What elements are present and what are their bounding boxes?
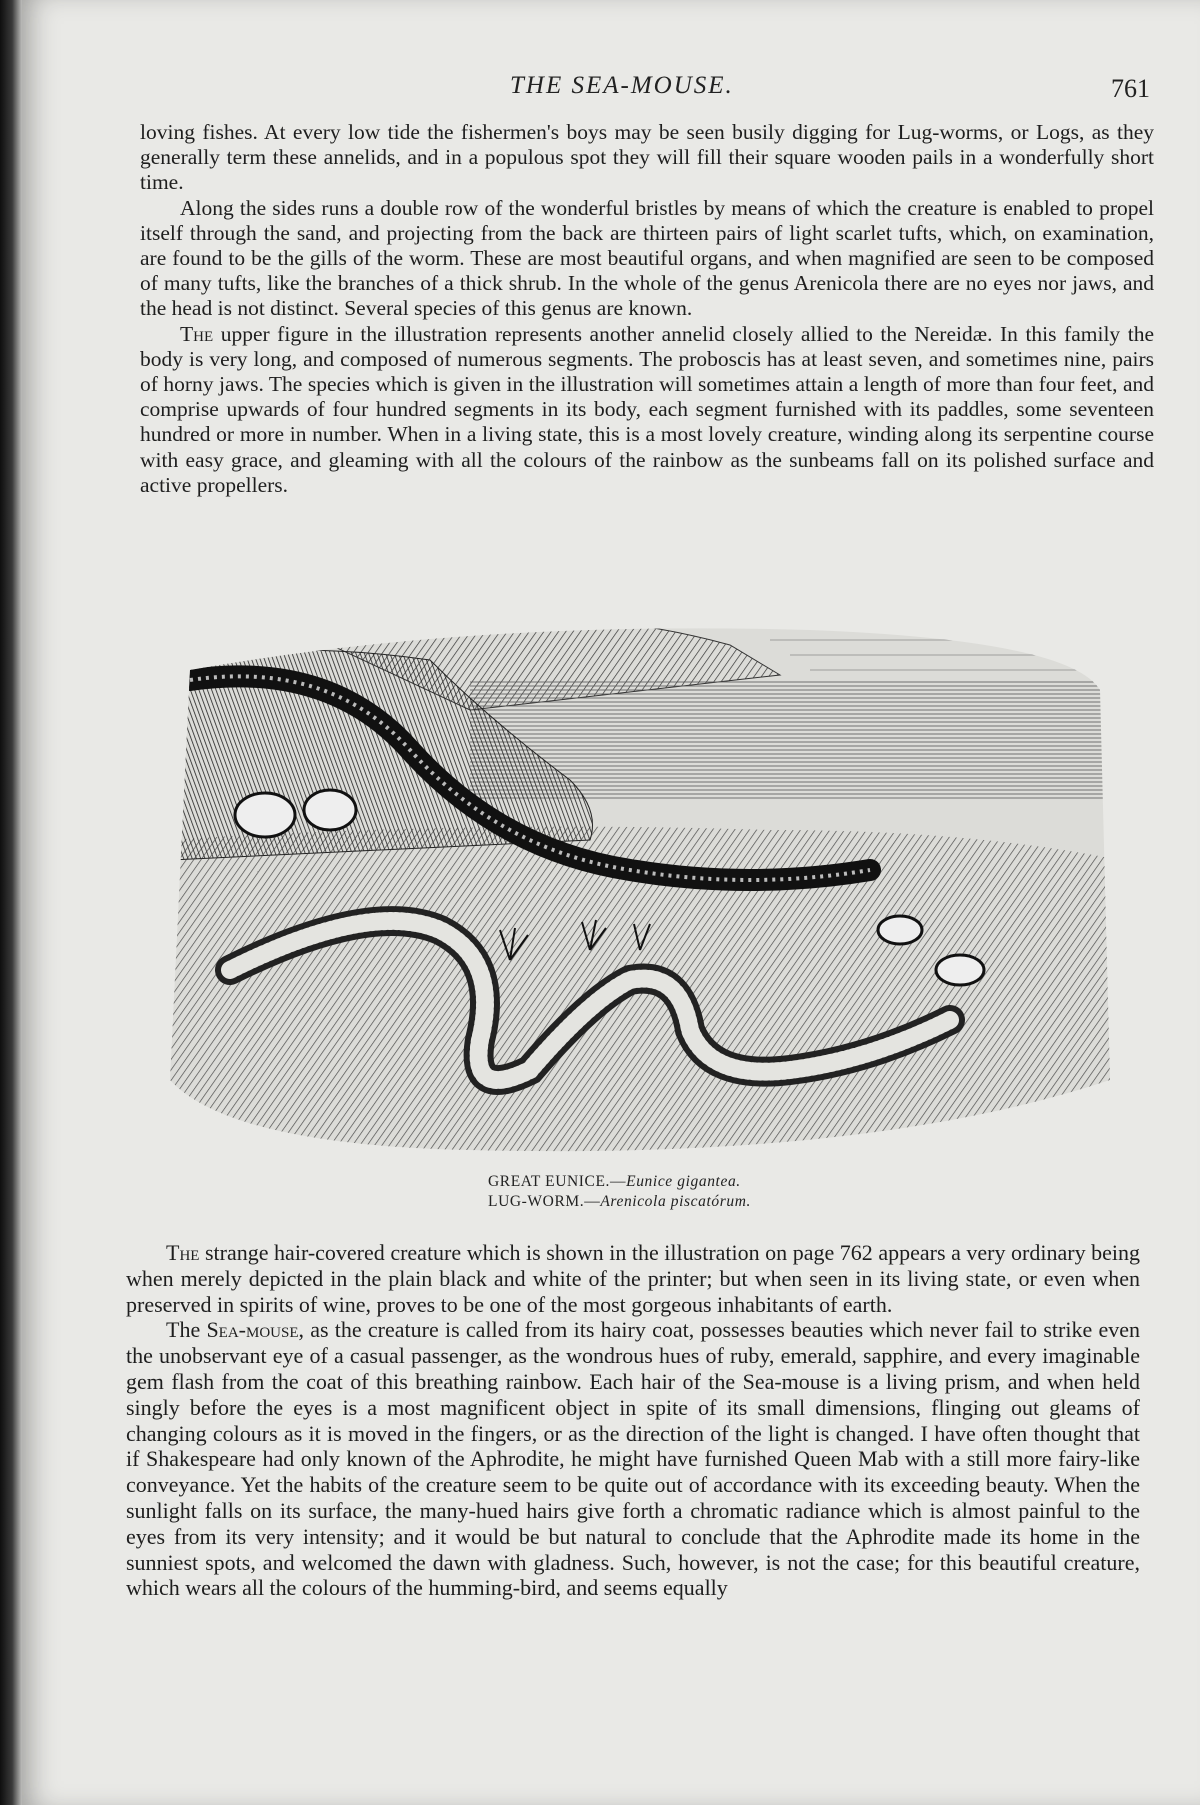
- scene: [170, 600, 1120, 1160]
- running-title: THE SEA-MOUSE.: [510, 72, 734, 99]
- paragraph-nereidae: [140, 322, 1154, 498]
- illustration-caption: [488, 1172, 888, 1212]
- caption-common-name: LUG-WORM.—: [488, 1193, 601, 1210]
- upper-text-block: [140, 120, 1154, 498]
- paragraph-sea-mouse: [126, 1317, 1140, 1601]
- page-number: 761: [1111, 74, 1150, 103]
- small-caps-term: Sea-mouse: [206, 1317, 299, 1343]
- caption-common-name: GREAT EUNICE.—: [488, 1173, 627, 1190]
- paragraph-text: upper figure in the illustration represents another annelid closely allied to the Nereidæ. In this family the body is very long, and composed of numerous segments. The proboscis has at least seven, and sometimes nine, pairs of horny jaws. The species which is given in the illustration will sometimes attain a length of more than four feet, and comprise upwards of four hundred segments in its body, each segment furnished with its paddles, some seventeen hundred or more in number. When in a living state, this is a most lovely creature, winding along its serpentine course with easy grace, and gleaming with all the colours of the rainbow as the sunbeams fall on its polished surface and active propellers.: [140, 321, 1154, 497]
- paragraph-continued: loving fishes. At every low tide the fishermen's boys may be seen busily digging for Lug-worms, or Logs, as they generally term these annelids, and in a populous spot they will fill their square wooden pails in a wonderfully short time.: [140, 120, 1154, 195]
- paragraph-bristles: Along the sides runs a double row of the wonderful bristles by means of which the creature is enabled to propel itself through the sand, and projecting from the back are thirteen pairs of light scarlet tufts, which, on examination, are found to be the gills of the worm. These are most beautiful organs, and when magnified are seen to be composed of many tufts, like the branches of a thick shrub. In the whole of the genus Arenicola there are no eyes nor jaws, and the head is not distinct. Several species of this genus are known.: [140, 195, 1154, 321]
- small-caps-lead: The: [166, 1240, 200, 1265]
- page-header: [22, 72, 1200, 112]
- paragraph-text-pre: The: [166, 1317, 207, 1343]
- caption-line-great-eunice: [488, 1172, 888, 1192]
- caption-latin-name: Eunice gigantea.: [626, 1173, 741, 1190]
- book-page: [22, 0, 1200, 1805]
- paragraph-text: strange hair-covered creature which is shown in the illustration on page 762 appears a very ordinary being when merely depicted in the plain black and white of the printer; but when seen in its living state, or even when preserved in spirits of wine, proves to be one of the most gorgeous inhabitants of earth.: [126, 1240, 1140, 1317]
- caption-latin-name: Arenicola piscatórum.: [600, 1193, 751, 1210]
- engraving-illustration: [170, 600, 1120, 1160]
- book-spine: [0, 0, 22, 1805]
- lower-text-block: [126, 1240, 1140, 1601]
- small-caps-lead: The: [180, 321, 214, 346]
- paragraph-text: , as the creature is called from its hairy coat, possesses beauties which never fail to strike even the unobservant eye of a casual passenger, as the wondrous hues of ruby, emerald, sapphire, and every imaginable gem flash from the coat of this breathing rainbow. Each hair of the Sea-mouse is a living prism, and when held singly before the eyes is a most magnificent object in spite of its small dimensions, flinging out gleams of changing colours as it is moved in the fingers, or as the direction of the light is changed. I have often thought that if Shakespeare had only known of the Aphrodite, he might have furnished Queen Mab with a still more fairy-like conveyance. Yet the habits of the creature seem to be quite out of accordance with its exceeding beauty. When the sunlight falls on its surface, the many-hued hairs give forth a chromatic radiance which is almost painful to the eyes from its very intensity; and it would be but natural to conclude that the Aphrodite made its home in the sunniest spots, and welcomed the dawn with gladness. Such, however, is not the case; for this beautiful creature, which wears all the colours of the humming-bird, and seems equally: [126, 1317, 1140, 1601]
- paragraph-hair-covered: [126, 1240, 1140, 1317]
- caption-line-lug-worm: [488, 1192, 888, 1212]
